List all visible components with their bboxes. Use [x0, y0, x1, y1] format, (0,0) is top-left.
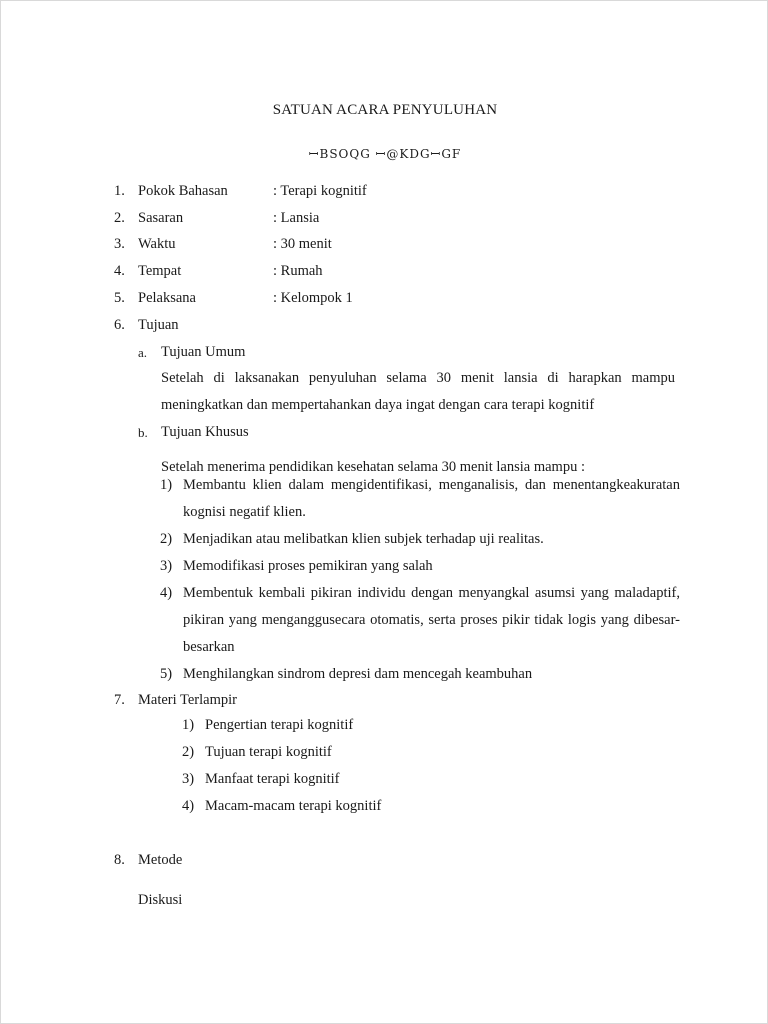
- list-item-number: 1): [182, 717, 195, 733]
- section-number: 6.: [114, 317, 125, 333]
- list-item: [160, 472, 680, 526]
- subsection-title-tujuan-umum: Tujuan Umum: [161, 344, 246, 360]
- list-item: [160, 580, 680, 661]
- section-title-materi: Materi Terlampir: [138, 692, 237, 708]
- materi-list: [182, 712, 482, 820]
- list-item: [160, 553, 680, 580]
- list-item-text: Macam-macam terapi kognitif: [205, 798, 382, 814]
- list-item-number: 1): [160, 477, 173, 493]
- list-item-number: 4): [182, 798, 195, 814]
- section-title-tujuan: Tujuan: [138, 317, 179, 333]
- tujuan-khusus-list: [160, 472, 680, 688]
- item-label-pokok-bahasan: Pokok Bahasan: [138, 183, 228, 199]
- subsection-letter: b.: [138, 425, 148, 440]
- list-item: [182, 793, 482, 820]
- list-item: [160, 661, 680, 688]
- list-item-text: Memodifikasi proses pemikiran yang salah: [183, 558, 433, 574]
- list-item-text: Menjadikan atau melibatkan klien subjek terhadap uji realitas.: [183, 531, 544, 547]
- list-item-text: Membentuk kembali pikiran individu dengan menyangkal asumsi yang maladaptif, pikiran yang menganggusecara otomatis, serta proses pikir tidak logis yang dibesar-besarkan: [183, 585, 680, 655]
- item-number: 5.: [114, 290, 125, 306]
- item-value-waktu: : 30 menit: [273, 236, 332, 252]
- list-item-text: Tujuan terapi kognitif: [205, 744, 332, 760]
- section-number: 7.: [114, 692, 125, 708]
- section-title-metode: Metode: [138, 852, 183, 868]
- list-item-text: Menghilangkan sindrom depresi dam mencegah keambuhan: [183, 666, 533, 682]
- list-item-number: 2): [160, 531, 173, 547]
- metode-value: Diskusi: [138, 892, 183, 908]
- item-number: 3.: [114, 236, 125, 252]
- item-value-pelaksana: : Kelompok 1: [273, 290, 353, 306]
- item-number: 1.: [114, 183, 125, 199]
- item-value-pokok-bahasan: : Terapi kognitif: [273, 183, 367, 199]
- garbled-subtitle: ꟷBSOQG ꟷ@KDGꟷGF: [308, 147, 462, 161]
- tujuan-khusus-intro: Setelah menerima pendidikan kesehatan selama 30 menit lansia mampu :: [161, 459, 585, 475]
- subsection-letter: a.: [138, 345, 148, 360]
- list-item-text: Manfaat terapi kognitif: [205, 771, 340, 787]
- list-item: [182, 712, 482, 739]
- tujuan-umum-paragraph: Setelah di laksanakan penyuluhan selama 30 menit lansia di harapkan mampu meningkatkan dan mempertahankan daya ingat dengan cara terapi kognitif: [161, 370, 675, 413]
- item-label-pelaksana: Pelaksana: [138, 290, 196, 306]
- list-item-number: 2): [182, 744, 195, 760]
- section-number: 8.: [114, 852, 125, 868]
- item-number: 4.: [114, 263, 125, 279]
- list-item-number: 3): [160, 558, 173, 574]
- item-label-sasaran: Sasaran: [138, 210, 184, 226]
- subsection-title-tujuan-khusus: Tujuan Khusus: [161, 424, 249, 440]
- item-value-tempat: : Rumah: [273, 263, 323, 279]
- list-item-text: Membantu klien dalam mengidentifikasi, menganalisis, dan menentangkeakuratan kognisi negatif klien.: [183, 477, 680, 520]
- item-label-tempat: Tempat: [138, 263, 182, 279]
- list-item: [160, 526, 680, 553]
- item-number: 2.: [114, 210, 125, 226]
- list-item: [182, 766, 482, 793]
- list-item-text: Pengertian terapi kognitif: [205, 717, 354, 733]
- list-item-number: 5): [160, 666, 173, 682]
- document-title: SATUAN ACARA PENYULUHAN: [272, 102, 498, 118]
- list-item-number: 4): [160, 585, 173, 601]
- list-item-number: 3): [182, 771, 195, 787]
- list-item: [182, 739, 482, 766]
- item-label-waktu: Waktu: [138, 236, 176, 252]
- item-value-sasaran: : Lansia: [273, 210, 320, 226]
